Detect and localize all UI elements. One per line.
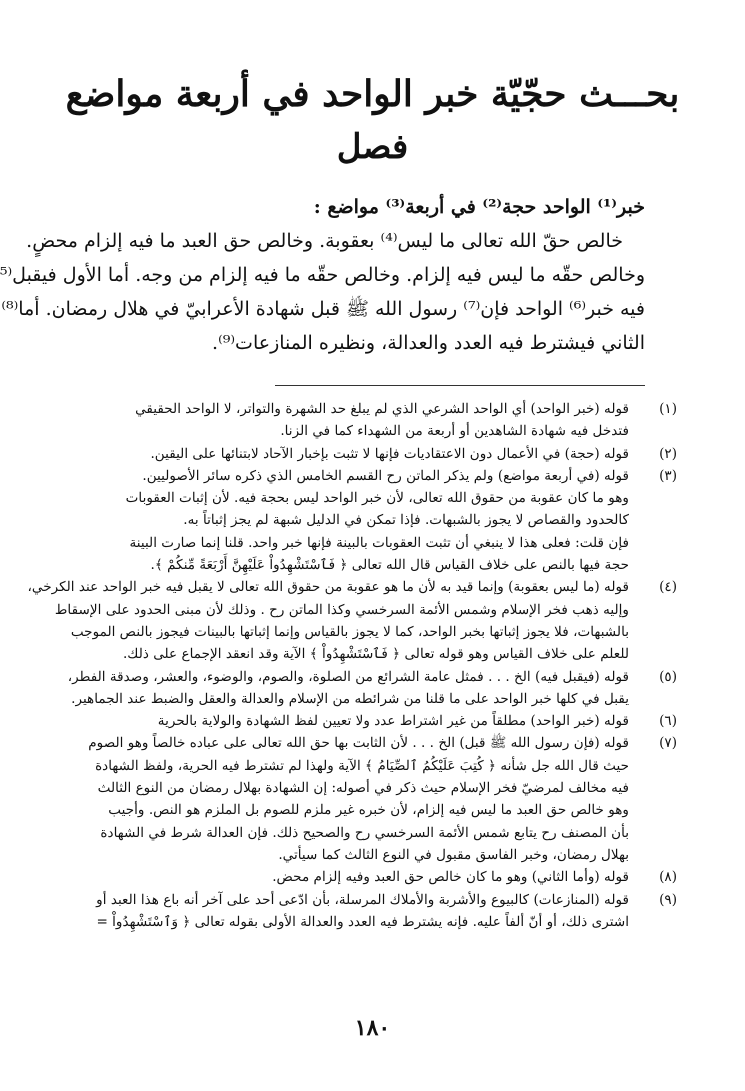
- footnote: [68, 666, 677, 711]
- footnote: [68, 465, 677, 576]
- footnote-text: [68, 710, 629, 732]
- footnote-line: بالشبهات، فلا يجوز إثباتها بخبر الواحد، كما لا يجوز بالقياس وإنما إثباتها بالبينات فيجوز بالنص الموجب: [70, 623, 629, 640]
- footnote-line: وإليه ذهب فخر الإسلام وشمس الأئمة السرخسي وكذا الماتن رح . وذلك لأن مبنى الحدود على الإسقاط: [54, 601, 629, 618]
- footnote-number: (٥): [659, 668, 677, 685]
- footnote-line: قوله (فإن رسول الله ﷺ قبل) الخ . . . لأن الثابت بها حق الله تعالى على عباده خالصاً وهو الصوم: [88, 735, 629, 752]
- footnote-number: (٣): [659, 467, 677, 484]
- footnote-line: قوله (فيقبل فيه) الخ . . . فمثل عامة الشرائع من الصلوة، والصوم، والوضوء، والعشر، وصدقة الفطر،: [67, 668, 629, 685]
- footnote: [68, 866, 677, 888]
- footnote-line: قوله (المنازعات) كالبيوع والأشربة والأملاك المرسلة، بأن ادّعى أحد على آخر أنه باع هذا العبد أو: [96, 891, 629, 908]
- main-text-line: الثاني فيشترط فيه العدد والعدالة، ونظيره المنازعات⁽⁹⁾.: [212, 332, 645, 354]
- footnote-text: [68, 398, 629, 443]
- footnote-text: [68, 465, 629, 576]
- footnote-line: قوله (في أربعة مواضع) ولم يذكر الماتن رح القسم الخامس الذي ذكره سائر الأصوليين.: [142, 467, 629, 484]
- section-heading: فصل: [336, 127, 409, 167]
- footnote-line: للعلم على خلاف القياس وهو قوله تعالى ﴿ فَٱسْتَشْهِدُواْ ﴾ الآية وقد انعقد الإجماع على ذلك.: [122, 646, 629, 663]
- footnote-text: [68, 889, 629, 934]
- main-text-lead: خبر⁽¹⁾ الواحد حجة⁽²⁾ في أربعة⁽³⁾ مواضع :: [313, 196, 645, 218]
- footnote: [68, 710, 677, 732]
- footnote-number: (٧): [659, 735, 677, 752]
- footnote-line: يقبل في كلها خبر الواحد على ما قلنا من شرائطه من الإسلام والعدالة والعقل والضبط عند الجماهير.: [71, 690, 629, 707]
- main-text-line: خالص حقّ الله تعالى ما ليس⁽⁴⁾ بعقوبة. وخالص حق العبد ما فيه إلزام محضٍ.: [26, 230, 623, 252]
- footnote-line: فيه مخالف لمرضيّ فخر الإسلام حيث ذكر في أصوله: إن الشهادة بهلال رمضان من النوع الثالث: [97, 780, 629, 797]
- footnote-number: (٨): [659, 869, 677, 886]
- footnote: [68, 889, 677, 934]
- footnote-number: (٩): [659, 891, 677, 908]
- footnote-line: فتدخل فيه شهادة الشاهدين أو أربعة من الشهداء كما في الزنا.: [280, 423, 629, 440]
- footnote-text: [68, 866, 629, 888]
- footnote: [68, 732, 677, 866]
- main-text-line: وخالص حقّه ما ليس فيه إلزام. وخالص حقّه ما فيه إلزام من وجه. أما الأول فيقبل⁽⁵: [0, 264, 645, 286]
- footnote: [68, 398, 677, 443]
- page-number: ١٨٠: [354, 1015, 391, 1041]
- footnote: [27, 576, 677, 665]
- footnote-line: وهو ما كان عقوبة من حقوق الله تعالى، لأن خبر الواحد ليس بحجة فيه. لأن إثبات العقوبات: [125, 490, 629, 507]
- footnotes: [27, 398, 677, 933]
- main-text-line: فيه خبر⁽⁶⁾ الواحد فإن⁽⁷⁾ رسول الله ﷺ قبل شهادة الأعرابيّ في هلال رمضان. أما⁽⁸⁾: [1, 298, 645, 320]
- footnote-text: [68, 666, 629, 711]
- main-text: [0, 190, 645, 360]
- footnote-line: كالحدود والقصاص لا يجوز بالشبهات. فإذا تمكن في الدليل شبهة لم يجز إثباتاً به.: [183, 512, 629, 529]
- footnote-line: بهلال رمضان، وخبر الفاسق مقبول في النوع الثالث كما سيأتي.: [278, 846, 629, 863]
- footnote-text: [68, 732, 629, 866]
- footnote-line: حيث قال الله جل شأنه ﴿ كُتِبَ عَلَيْكُمُ ٱلصِّيَامُ ﴾ الآية ولهذا لم تشترط فيه الحرية، ولفظ الشهادة: [95, 757, 629, 774]
- footnote-number: (١): [659, 401, 677, 417]
- footnote-number: (٢): [659, 445, 677, 462]
- footnote-line: قوله (خبر الواحد) أي الواحد الشرعي الذي لم يبلغ حد الشهرة والتواتر، لا الواحد الحقيقي: [135, 401, 629, 417]
- footnote: [68, 443, 677, 465]
- footnote-line: بأن المصنف رح يتابع شمس الأئمة السرخسي رح والصحيح ذلك. فإن العدالة شرط في الشهادة: [100, 824, 629, 841]
- page-title: بحـــث حجّيّة خبر الواحد في أربعة مواضع: [65, 73, 680, 115]
- footnote-line: قوله (خبر الواحد) مطلقاً من غير اشتراط عدد ولا تعيين لفظ الشهادة والولاية بالحرية: [157, 713, 629, 730]
- footnote-text: [28, 576, 629, 665]
- footnote-text: [68, 443, 629, 465]
- footnote-line: فإن قلت: فعلى هذا لا ينبغي أن تثبت العقوبات بالبينة فإنها خبر واحد. قلنا إنما صارت البينة: [129, 534, 629, 551]
- footnote-line: قوله (ما ليس بعقوبة) وإنما قيد به لأن ما هو عقوبة من حقوق الله تعالى لا يقبل فيه خبر الواحد عند الكرخي،: [27, 579, 629, 596]
- footnote-line: حجة فيها بالنص على خلاف القياس قال الله تعالى ﴿ فَٱسْتَشْهِدُواْ عَلَيْهِنَّ أَرْبَعَةً مِّنكُمْ ﴾.: [150, 557, 629, 574]
- footnote-line: قوله (وأما الثاني) وهو ما كان خالص حق العبد وفيه إلزام محض.: [272, 869, 629, 886]
- footnote-line: اشترى ذلك، أو أنّ ألفاً عليه. فإنه يشترط فيه العدد والعدالة الأولى بقوله تعالى ﴿ وَٱسْتَشْهِدُواْ =: [96, 913, 629, 930]
- footnote-line: وهو خالص حق العبد ما ليس فيه إلزام، لأن خبره غير ملزم للصوم بل الملزم هو النص. وأجيب: [108, 802, 629, 819]
- footnote-number: (٦): [659, 713, 677, 730]
- footnote-line: قوله (حجة) في الأعمال دون الاعتقاديات فإنها لا تثبت بإخبار الآحاد لابتنائها على اليقين.: [150, 445, 629, 462]
- footnote-divider: [275, 385, 645, 386]
- footnote-number: (٤): [659, 579, 677, 596]
